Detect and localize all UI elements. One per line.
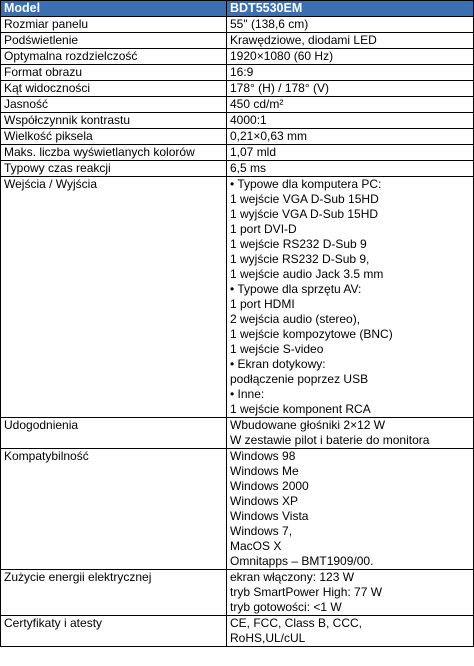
spec-label: Typowy czas reakcji (1, 161, 227, 177)
spec-label: Udogodnienia (1, 418, 227, 449)
spec-value (227, 17, 474, 33)
table-row (1, 129, 474, 145)
table-row (1, 65, 474, 81)
spec-value-line: Windows 7, (230, 524, 293, 538)
spec-value (227, 616, 474, 647)
spec-value-line: W zestawie pilot i baterie do monitora (230, 433, 430, 447)
spec-label: Podświetlenie (1, 33, 227, 49)
spec-label: Wielkość piksela (1, 129, 227, 145)
spec-value-line: CE, FCC, Class B, CCC, (230, 616, 363, 630)
spec-value (227, 161, 474, 177)
spec-value (227, 418, 474, 449)
spec-value-line: RoHS,UL/cUL (230, 631, 306, 645)
spec-value-line: Windows XP (230, 494, 299, 508)
header-model-label: Model (1, 1, 227, 17)
spec-value-line: 0,21×0,63 mm (230, 129, 308, 143)
spec-value (227, 33, 474, 49)
spec-value (227, 570, 474, 616)
spec-value (227, 113, 474, 129)
spec-label: Wejścia / Wyjścia (1, 177, 227, 418)
spec-value-line: • Typowe dla sprzętu AV: (230, 282, 362, 296)
spec-value-line: 1 wyjście RS232 D-Sub 9, (230, 252, 370, 266)
spec-label: Kompatybilność (1, 449, 227, 570)
spec-value-line: • Inne: (230, 387, 265, 401)
spec-value-line: 55" (138,6 cm) (230, 17, 309, 31)
spec-value-line: • Typowe dla komputera PC: (230, 177, 382, 191)
table-row (1, 570, 474, 616)
spec-value-line: 16:9 (230, 65, 254, 79)
table-row (1, 177, 474, 418)
spec-value (227, 81, 474, 97)
spec-value-line: Windows Me (230, 464, 299, 478)
table-row (1, 145, 474, 161)
spec-value (227, 449, 474, 570)
table-row (1, 81, 474, 97)
spec-value-line: 1,07 mld (230, 145, 277, 159)
spec-value-line: 4000:1 (230, 113, 267, 127)
spec-value-line: • Ekran dotykowy: (230, 357, 326, 371)
spec-value-line: Windows Vista (230, 509, 309, 523)
spec-value-line: 178° (H) / 178° (V) (230, 81, 329, 95)
spec-value-line: MacOS X (230, 539, 282, 553)
table-row (1, 49, 474, 65)
spec-value-line: 450 cd/m² (230, 97, 284, 111)
table-row (1, 418, 474, 449)
spec-label: Zużycie energii elektrycznej (1, 570, 227, 616)
spec-label: Rozmiar panelu (1, 17, 227, 33)
spec-value-line: 6,5 ms (230, 161, 267, 175)
spec-value-line: 1 wejście komponent RCA (230, 402, 371, 416)
spec-value-line: ekran włączony: 123 W (230, 570, 355, 584)
spec-value-line: 1 wejście kompozytowe (BNC) (230, 327, 393, 341)
table-row (1, 161, 474, 177)
spec-value-line: 1 wyjście VGA D-Sub 15HD (230, 207, 379, 221)
spec-label: Współczynnik kontrastu (1, 113, 227, 129)
spec-value-line: 2 wejścia audio (stereo), (230, 312, 361, 326)
spec-value-line: podłączenie poprzez USB (230, 372, 369, 386)
spec-value (227, 129, 474, 145)
spec-value-line: Windows 98 (230, 449, 296, 463)
spec-label: Kąt widoczności (1, 81, 227, 97)
spec-value-line: 1 port DVI-D (230, 222, 297, 236)
spec-value-line: 1 wejście S-video (230, 342, 324, 356)
spec-value-line: Windows 2000 (230, 479, 309, 493)
spec-value (227, 97, 474, 113)
spec-label: Jasność (1, 97, 227, 113)
spec-value-line: Krawędziowe, diodami LED (230, 33, 377, 47)
header-row (1, 1, 474, 17)
spec-value-line: tryb SmartPower High: 77 W (230, 585, 383, 599)
table-row (1, 33, 474, 49)
spec-label: Certyfikaty i atesty (1, 616, 227, 647)
spec-value-line: Omnitapps – BMT1909/00. (230, 554, 374, 568)
spec-value-line: 1 wejście VGA D-Sub 15HD (230, 192, 379, 206)
spec-label: Format obrazu (1, 65, 227, 81)
spec-label: Maks. liczba wyświetlanych kolorów (1, 145, 227, 161)
spec-value-line: 1 wejście RS232 D-Sub 9 (230, 237, 367, 251)
spec-value (227, 145, 474, 161)
table-row (1, 17, 474, 33)
spec-value-line: 1 port HDMI (230, 297, 295, 311)
spec-value-line: Wbudowane głośniki 2×12 W (230, 418, 386, 432)
spec-value (227, 49, 474, 65)
spec-value-line: 1 wejście audio Jack 3.5 mm (230, 267, 384, 281)
spec-value (227, 65, 474, 81)
table-row (1, 616, 474, 647)
spec-value-line: 1920×1080 (60 Hz) (230, 49, 334, 63)
spec-label: Optymalna rozdzielczość (1, 49, 227, 65)
table-row (1, 97, 474, 113)
spec-body (1, 17, 474, 647)
header-model-value: BDT5530EM (227, 1, 474, 17)
table-row (1, 113, 474, 129)
table-row (1, 449, 474, 570)
spec-value (227, 177, 474, 418)
spec-value-line: tryb gotowości: <1 W (230, 600, 342, 614)
